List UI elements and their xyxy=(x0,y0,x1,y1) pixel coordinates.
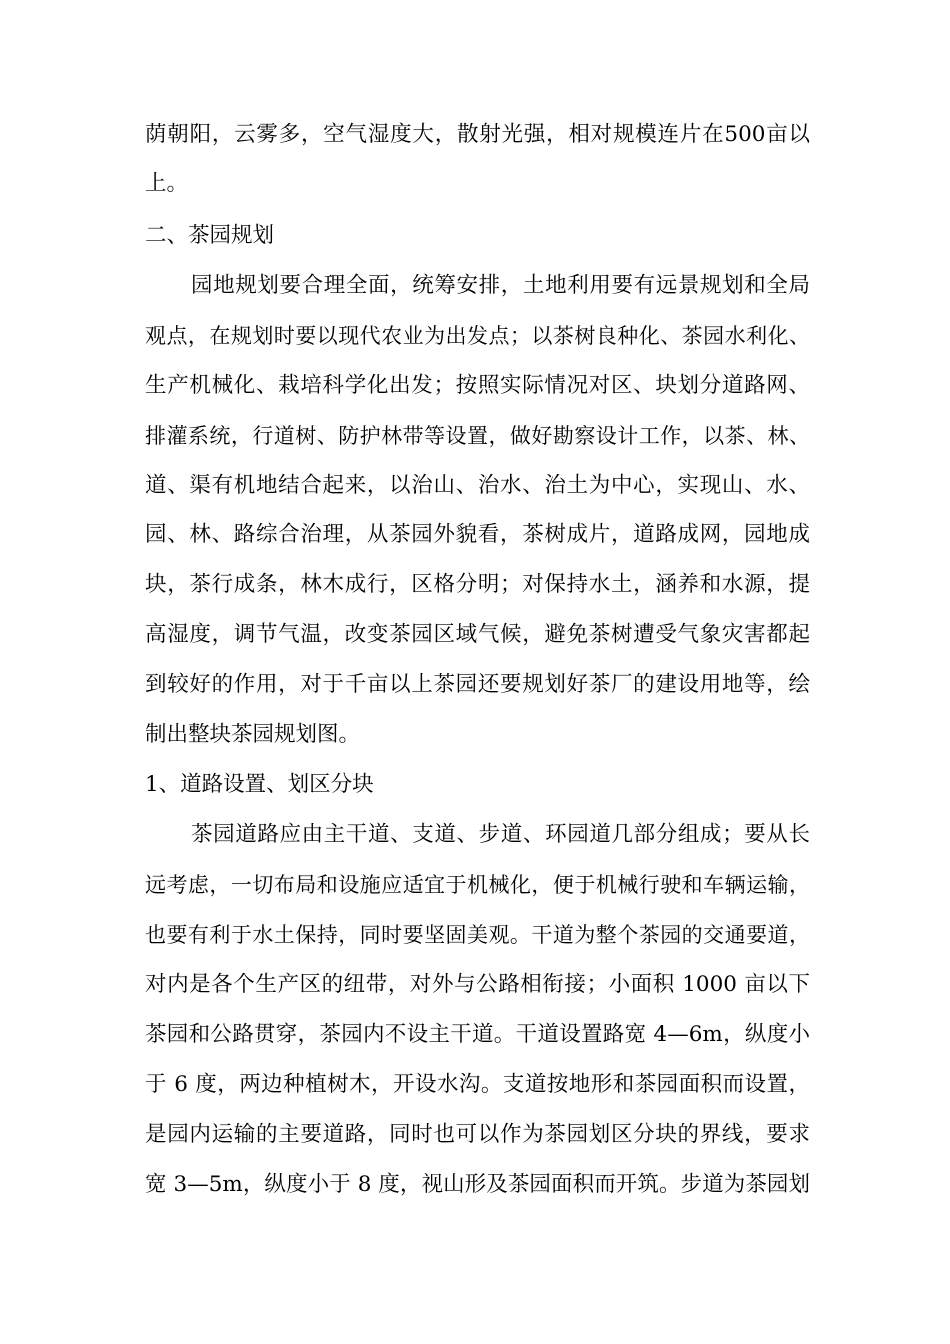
text-line: 制出整块茶园规划图。 xyxy=(145,722,361,747)
text-line: 园、林、路综合治理，从茶园外貌看，茶树成片，道路成网，园地成 xyxy=(145,522,810,547)
text-line: 对内是各个生产区的纽带，对外与公路相衔接；小面积 1000 亩以下 xyxy=(145,972,810,997)
text-line: 远考虑，一切布局和设施应适宜于机械化，便于机械行驶和车辆运输， xyxy=(145,873,810,897)
text-line: 上。 xyxy=(145,171,189,196)
text-line: 也要有利于水土保持，同时要坚固美观。干道为整个茶园的交通要道， xyxy=(145,923,810,947)
text-line: 茶园和公路贯穿，茶园内不设主干道。干道设置路宽 4—6m，纵度小 xyxy=(145,1022,810,1047)
text-line: 于 6 度，两边种植树木，开设水沟。支道按地形和茶园面积而设置， xyxy=(145,1072,810,1097)
text-line: 荫朝阳，云雾多，空气湿度大，散射光强，相对规模连片在500亩以 xyxy=(145,122,810,147)
text-line: 生产机械化、栽培科学化出发；按照实际情况对区、块划分道路网、 xyxy=(145,373,810,398)
text-line: 是园内运输的主要道路，同时也可以作为茶园划区分块的界线，要求 xyxy=(145,1122,810,1147)
text-line: 道、渠有机地结合起来，以治山、治水、治土为中心，实现山、水、 xyxy=(145,473,810,498)
text-line: 宽 3—5m，纵度小于 8 度，视山形及茶园面积而开筑。步道为茶园划 xyxy=(145,1172,810,1197)
text-line: 块，茶行成条，林木成行，区格分明；对保持水土，涵养和水源，提 xyxy=(145,572,810,597)
text-line: 园地规划要合理全面，统筹安排，土地利用要有远景规划和全局 xyxy=(191,273,810,298)
section-heading: 二、茶园规划 xyxy=(145,223,275,248)
text-line: 茶园道路应由主干道、支道、步道、环园道几部分组成；要从长 xyxy=(191,822,810,847)
text-line: 观点，在规划时要以现代农业为出发点；以茶树良种化、茶园水利化、 xyxy=(145,324,810,348)
text-line: 到较好的作用，对于千亩以上茶园还要规划好茶厂的建设用地等，绘 xyxy=(145,672,810,697)
text-line: 高湿度，调节气温，改变茶园区域气候，避免茶树遭受气象灾害都起 xyxy=(145,622,810,647)
subsection-heading: 1、道路设置、划区分块 xyxy=(145,772,374,797)
text-line: 排灌系统，行道树、防护林带等设置，做好勘察设计工作，以茶、林、 xyxy=(145,424,810,448)
